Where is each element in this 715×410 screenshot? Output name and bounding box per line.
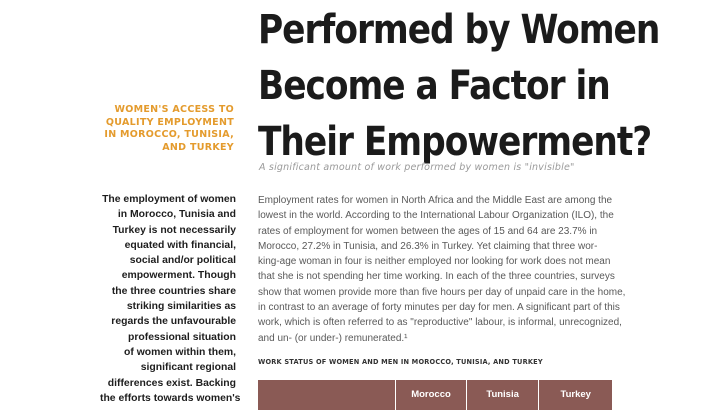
table-header-cell: Tunisia	[466, 380, 539, 410]
intro-line: striking similarities as	[126, 301, 236, 313]
body-line: that she is not spending her time working. In each of the three countries, surveys	[258, 271, 615, 283]
kicker-line: WOMEN'S ACCESS TO	[114, 104, 234, 115]
intro-line: Turkey is not necessarily	[112, 224, 236, 236]
intro-line: social and/or political	[129, 255, 236, 267]
section-kicker	[104, 104, 234, 154]
body-line: rates of employment for women between the ages of 15 and 64 are 23.7% in	[258, 225, 598, 237]
intro-line: equated with financial,	[124, 239, 236, 251]
intro-paragraph	[100, 192, 241, 406]
table-title: WORK STATUS OF WOMEN AND MEN IN MOROCCO, TUNISIA, AND TURKEY	[258, 358, 543, 366]
title-line: Performed by Women	[258, 7, 660, 53]
title-line: Their Empowerment?	[258, 119, 652, 165]
body-line: in contrast to an average of forty minutes per day for men. A significant part of this	[258, 302, 620, 314]
title-line: Become a Factor in	[258, 63, 610, 109]
intro-line: professional situation	[128, 331, 236, 343]
body-line: Employment rates for women in North Africa and the Middle East are among the	[258, 195, 613, 206]
intro-line: the three countries share	[111, 285, 236, 297]
table-header-empty-cell	[258, 380, 395, 410]
table-header-cell: Turkey	[538, 380, 612, 410]
kicker-line: AND TURKEY	[162, 141, 234, 153]
intro-line: the efforts towards women's	[100, 392, 241, 404]
intro-line: regards the unfavourable	[111, 316, 236, 328]
body-line: lowest in the world. According to the International Labour Organization (ILO), the	[258, 210, 614, 222]
body-line: Morocco, 27.2% in Tunisia, and 26.3% in Turkey. Yet claiming that three wor-	[258, 240, 598, 252]
article-title	[258, 2, 660, 170]
intro-line: The employment of women	[102, 194, 236, 205]
table-header-cell: Morocco	[395, 380, 466, 410]
intro-line: differences exist. Backing	[107, 377, 236, 389]
intro-line: significant regional	[140, 362, 236, 374]
table-header-row	[258, 380, 612, 410]
intro-line: empowerment. Though	[121, 270, 236, 282]
intro-line: in Morocco, Tunisia and	[117, 209, 236, 221]
kicker-line: QUALITY EMPLOYMENT	[105, 116, 234, 128]
body-line: and un- (or under-) remunerated.¹	[258, 332, 408, 344]
body-paragraph	[258, 193, 712, 346]
body-line: show that women provide more than five hours per day of unpaid care in the home,	[258, 286, 626, 298]
intro-line: of women within them,	[124, 346, 236, 358]
body-line: king-age woman in four is neither employed nor looking for work does not mean	[258, 256, 611, 268]
body-line: work, which is often referred to as "reproductive" labour, is informal, unrecognized,	[258, 317, 622, 329]
subheading: A significant amount of work performed by women is "invisible"	[259, 162, 575, 173]
kicker-line: IN MOROCCO, TUNISIA,	[104, 129, 234, 141]
